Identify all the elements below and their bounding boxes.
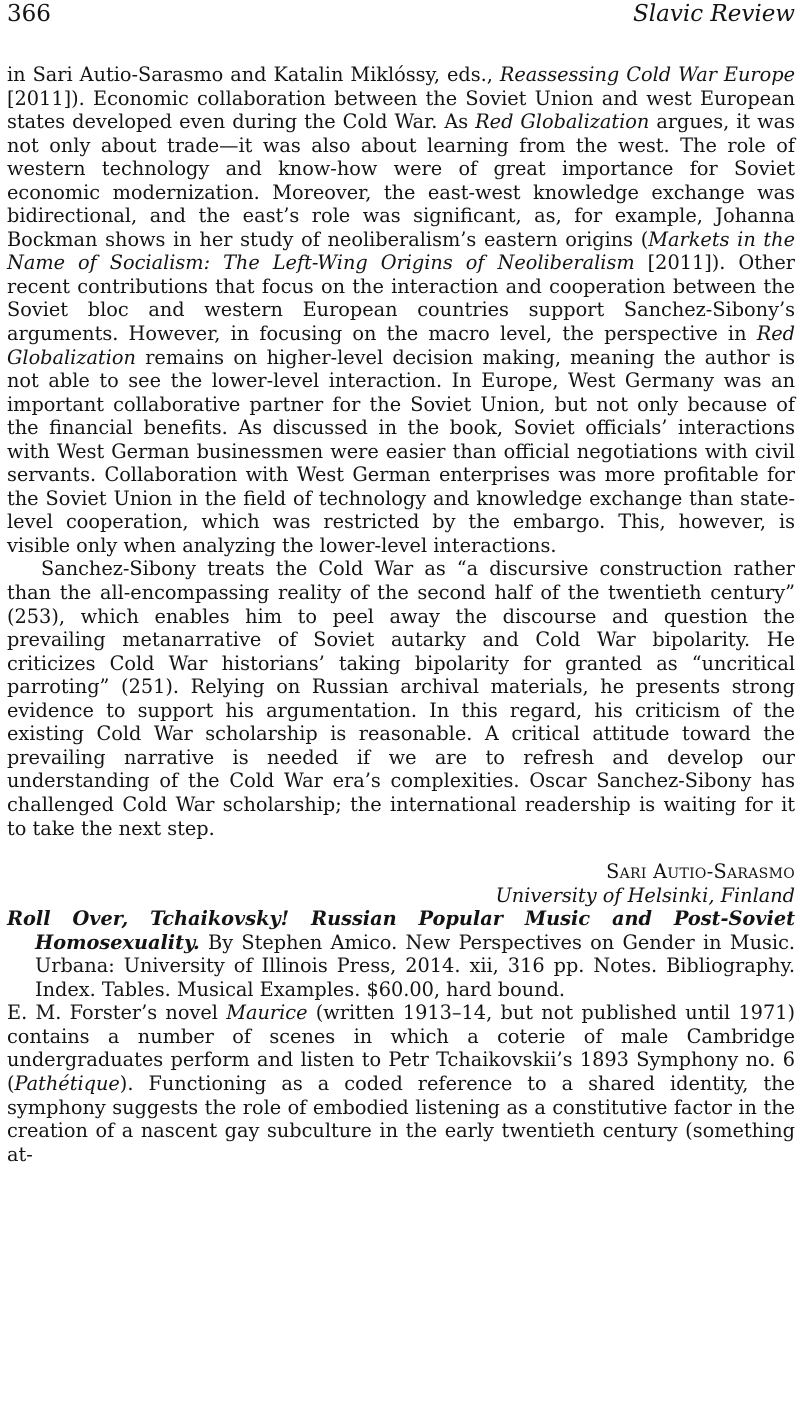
journal-title: Slavic Review: [633, 1, 795, 27]
article-body: [7, 63, 795, 1166]
text-run: [2011]). Other recent contributions that focus on the interaction and cooperation between the Soviet bloc and western European countries support Sanchez-Sibony’s arguments. However, in focusing on the macro level, the perspective in: [7, 251, 796, 346]
review-paragraph-1: [7, 63, 795, 557]
italic-text-run: Markets in the Name of Socialism: The Left-Wing Origins of Neoliberalism: [7, 227, 795, 275]
text-run: in Sari Autio-Sarasmo and Katalin Miklóssy, eds.,: [7, 63, 500, 86]
italic-text-run: Maurice: [226, 1001, 308, 1025]
italic-text-run: Pathétique: [14, 1071, 120, 1095]
text-run: E. M. Forster’s novel: [7, 1001, 227, 1025]
text-run: Sanchez-Sibony treats the Cold War as “a discursive construction rather than the all-encompassing reality of the second half of the twentieth century” (253), which enables him to peel away the discourse and question the prevailing metanarrative of Soviet autarky and Cold War bipolarity. He criticizes Cold War historians’ taking bipolarity for granted as “uncritical parroting” (251). Relying on Russian archival materials, he presents strong evidence to support his argumentation. In this regard, his criticism of the existing Cold War scholarship is reasonable. A critical attitude toward the prevailing narrative is needed if we are to refresh and develop our understanding of the Cold War era’s complexities. Oscar Sanchez-Sibony has challenged Cold War scholarship; the international readership is waiting for it to take the next step.: [7, 557, 795, 840]
book-title: Roll Over, Tchaikovsky! Russian Popular Music and Post-Soviet Homosexuality.: [7, 907, 795, 954]
review-opening-paragraph: [7, 1001, 795, 1166]
running-header: [7, 1, 795, 37]
text-run: ). Functioning as a coded reference to a shared identity, the symphony suggests the role of embodied listening as a constitutive factor in the creation of a nascent gay subculture in the early twentieth century (something at-: [7, 1071, 795, 1166]
italic-text-run: Red Globalization: [7, 322, 795, 369]
reviewer-name: Sari Autio-Sarasmo: [606, 860, 795, 884]
text-run: (written 1913–14, but not published until 1971) contains a number of scenes in which a coterie of male Cambridge undergraduates perform and listen to Petr Tchaikovskii’s 1893 Symphony no. 6 (: [7, 1001, 796, 1095]
reviewer-affiliation: University of Helsinki, Finland: [495, 883, 795, 907]
book-citation: By Stephen Amico. New Perspectives on Gender in Music. Urbana: University of Illinois Press, 2014. xii, 316 pp. Notes. Bibliography. Index. Tables. Musical Examples. $60.00, hard bound.: [35, 930, 795, 1001]
text-run: [2011]). Economic collaboration between the Soviet Union and west European states developed even during the Cold War. As: [7, 86, 795, 134]
text-run: remains on higher-level decision making, meaning the author is not able to see the lower-level interaction. In Europe, West Germany was an important collaborative partner for the Soviet Union, but not only because of the financial benefits. As discussed in the book, Soviet officials’ interactions with West German businessmen were easier than official negotiations with civil servants. Collaboration with West German enterprises was more profitable for the Soviet Union in the field of technology and knowledge exchange than state-level cooperation, which was restricted by the embargo. This, however, is visible only when analyzing the lower-level interactions.: [7, 345, 795, 557]
italic-text-run: Red Globalization: [475, 110, 650, 134]
italic-text-run: Reassessing Cold War Europe: [499, 63, 795, 86]
page-number: 366: [7, 1, 51, 27]
review-paragraph-2: [7, 557, 795, 840]
book-review-heading: [7, 907, 795, 1001]
text-run: argues, it was not only about trade—it was also about learning from the west. The role of western technology and know-how were of great importance for Soviet economic modernization. Moreover, the east-west knowledge exchange was bidirectional, and the east’s role was significant, as, for example, Johanna Bockman shows in her study of neoliberalism’s eastern origins (: [7, 110, 796, 251]
